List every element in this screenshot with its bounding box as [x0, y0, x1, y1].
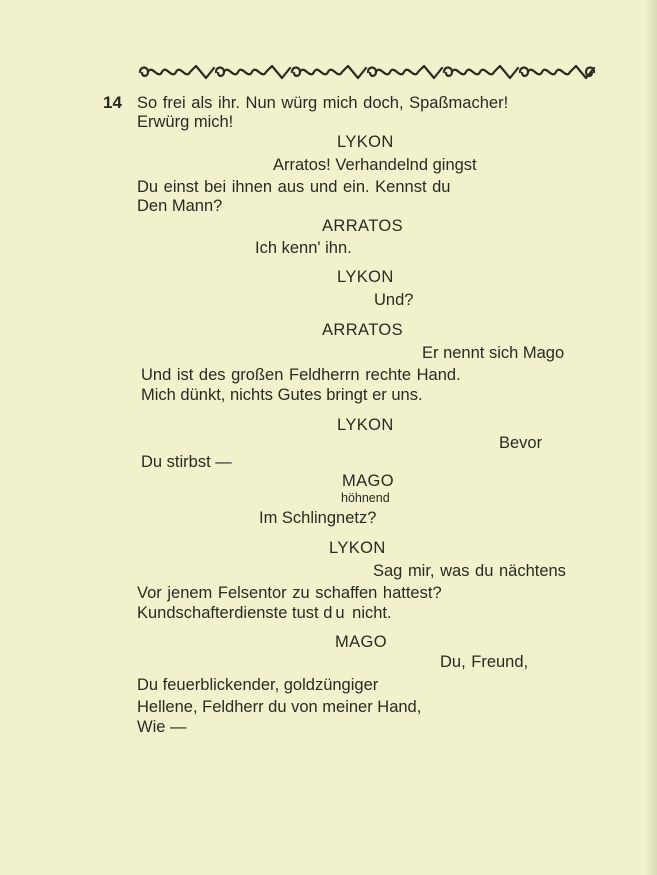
page-number: 14: [103, 93, 122, 112]
decorative-border-ornament: [136, 62, 596, 82]
verse-line: Ich kenn' ihn.: [255, 239, 352, 257]
verse-line: Du stirbst —: [141, 453, 232, 471]
verse-line: Er nennt sich Mago: [422, 344, 565, 362]
verse-line: Hellene, Feldherr du von meiner Hand,: [137, 698, 422, 716]
verse-text: Kundschafterdienste tust: [137, 604, 324, 622]
verse-line: Im Schlingnetz?: [259, 509, 377, 527]
speaker-name: MAGO: [335, 633, 388, 651]
verse-line: Du einst bei ihnen aus und ein. Kennst du: [137, 178, 451, 196]
verse-line: Den Mann?: [137, 197, 223, 215]
emphasized-word: du: [323, 604, 348, 622]
verse-line: Und?: [374, 291, 414, 309]
speaker-name: LYKON: [337, 416, 394, 434]
verse-line: Vor jenem Felsentor zu schaffen hattest?: [137, 584, 442, 602]
verse-line: Erwürg mich!: [137, 113, 234, 131]
speaker-name: LYKON: [329, 539, 386, 557]
verse-line: Mich dünkt, nichts Gutes bringt er uns.: [141, 386, 423, 404]
verse-text: nicht.: [347, 604, 392, 622]
speaker-name: MAGO: [342, 472, 395, 490]
page-edge-shadow: [645, 0, 657, 875]
verse-line: Und ist des großen Feldherrn rechte Hand.: [141, 366, 461, 384]
verse-line: Du feuerblickender, goldzüngiger: [137, 676, 379, 694]
speaker-name: ARRATOS: [322, 217, 404, 235]
verse-line: [137, 603, 392, 623]
verse-line: Du, Freund,: [440, 653, 529, 671]
verse-line: Wie —: [137, 718, 187, 736]
speaker-name: ARRATOS: [322, 321, 404, 339]
speaker-name: LYKON: [337, 268, 394, 286]
verse-line: Arratos! Verhandelnd gingst: [273, 156, 477, 174]
speaker-name: LYKON: [337, 133, 394, 151]
verse-line: Bevor: [499, 434, 543, 452]
verse-line: Sag mir, was du nächtens: [373, 562, 566, 580]
verse-line: So frei als ihr. Nun würg mich doch, Spaßmacher!: [137, 94, 509, 112]
stage-direction: höhnend: [341, 491, 390, 505]
